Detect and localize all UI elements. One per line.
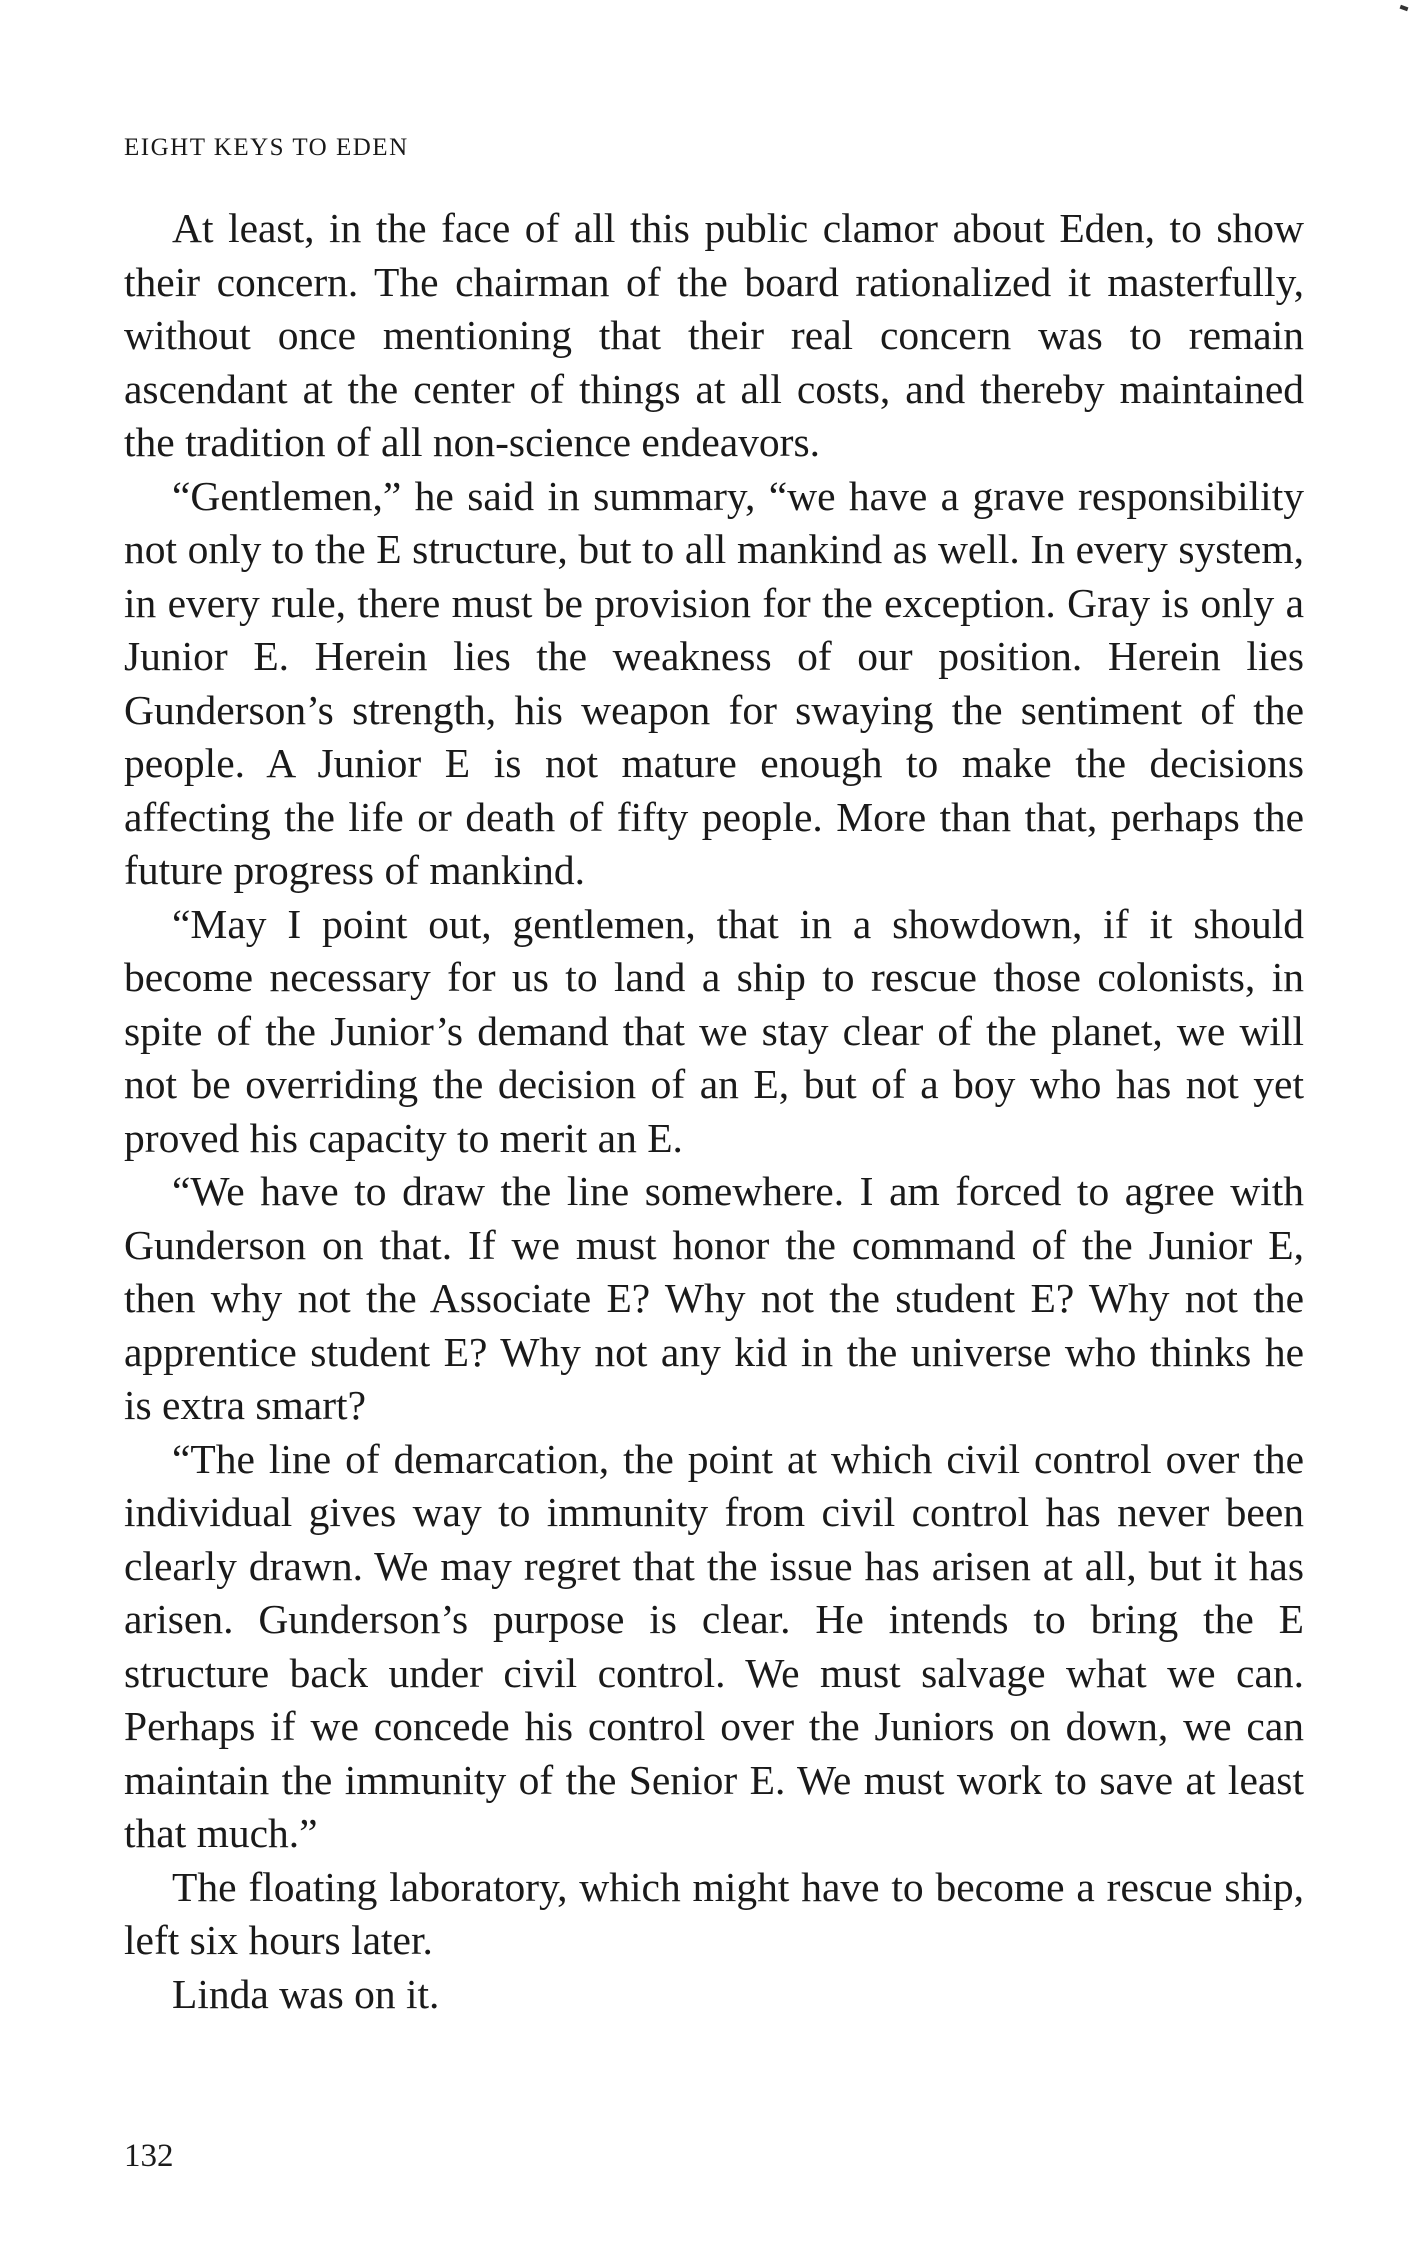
paragraph: The floating laboratory, which might have to become a rescue ship, left six hours later. [124, 1863, 1304, 1963]
paragraph: “The line of demarcation, the point at which civil control over the individual gives way to immunity from civil control has never been clearly drawn. We may regret that the issue has arisen at all, but it has arisen. Gunderson’s purpose is clear. He intends to bring the E structure back under civil control. We must salvage what we can. Perhaps if we concede his control over the Juniors on down, we can maintain the immunity of the Senior E. We must work to save at least that much.” [124, 1435, 1304, 1856]
paragraph: At least, in the face of all this public clamor about Eden, to show their concern. The chairman of the board rationalized it masterfully, without once mentioning that their real concern was to remain ascendant at the center of things at all costs, and thereby maintained the tradition of all non-science endeavors. [124, 205, 1304, 465]
paragraph: “May I point out, gentlemen, that in a showdown, if it should become necessary for us to land a ship to rescue those colonists, in spite of the Junior’s demand that we stay clear of the planet, we will not be overriding the decision of an E, but of a boy who has not yet proved his capacity to merit an E. [124, 900, 1304, 1161]
body-text [124, 202, 1304, 2021]
running-head: EIGHT KEYS TO EDEN [124, 134, 409, 161]
paragraph: “We have to draw the line somewhere. I am forced to agree with Gunderson on that. If we must honor the command of the Junior E, then why not the Associate E? Why not the student E? Why not the apprentice student E? Why not any kid in the universe who thinks he is extra smart? [124, 1168, 1304, 1428]
corner-mark [1400, 5, 1409, 11]
paragraph: “Gentlemen,” he said in summary, “we have a grave responsibility not only to the E structure, but to all mankind as well. In every system, in every rule, there must be provision for the exception. Gray is only a Junior E. Herein lies the weakness of our position. Herein lies Gunderson’s strength, his weapon for swaying the sentiment of the people. A Junior E is not mature enough to make the decisions affecting the life or death of fifty people. More than that, perhaps the future progress of mankind. [124, 472, 1304, 893]
paragraph: Linda was on it. [172, 1970, 440, 2017]
page-number: 132 [124, 2138, 174, 2174]
